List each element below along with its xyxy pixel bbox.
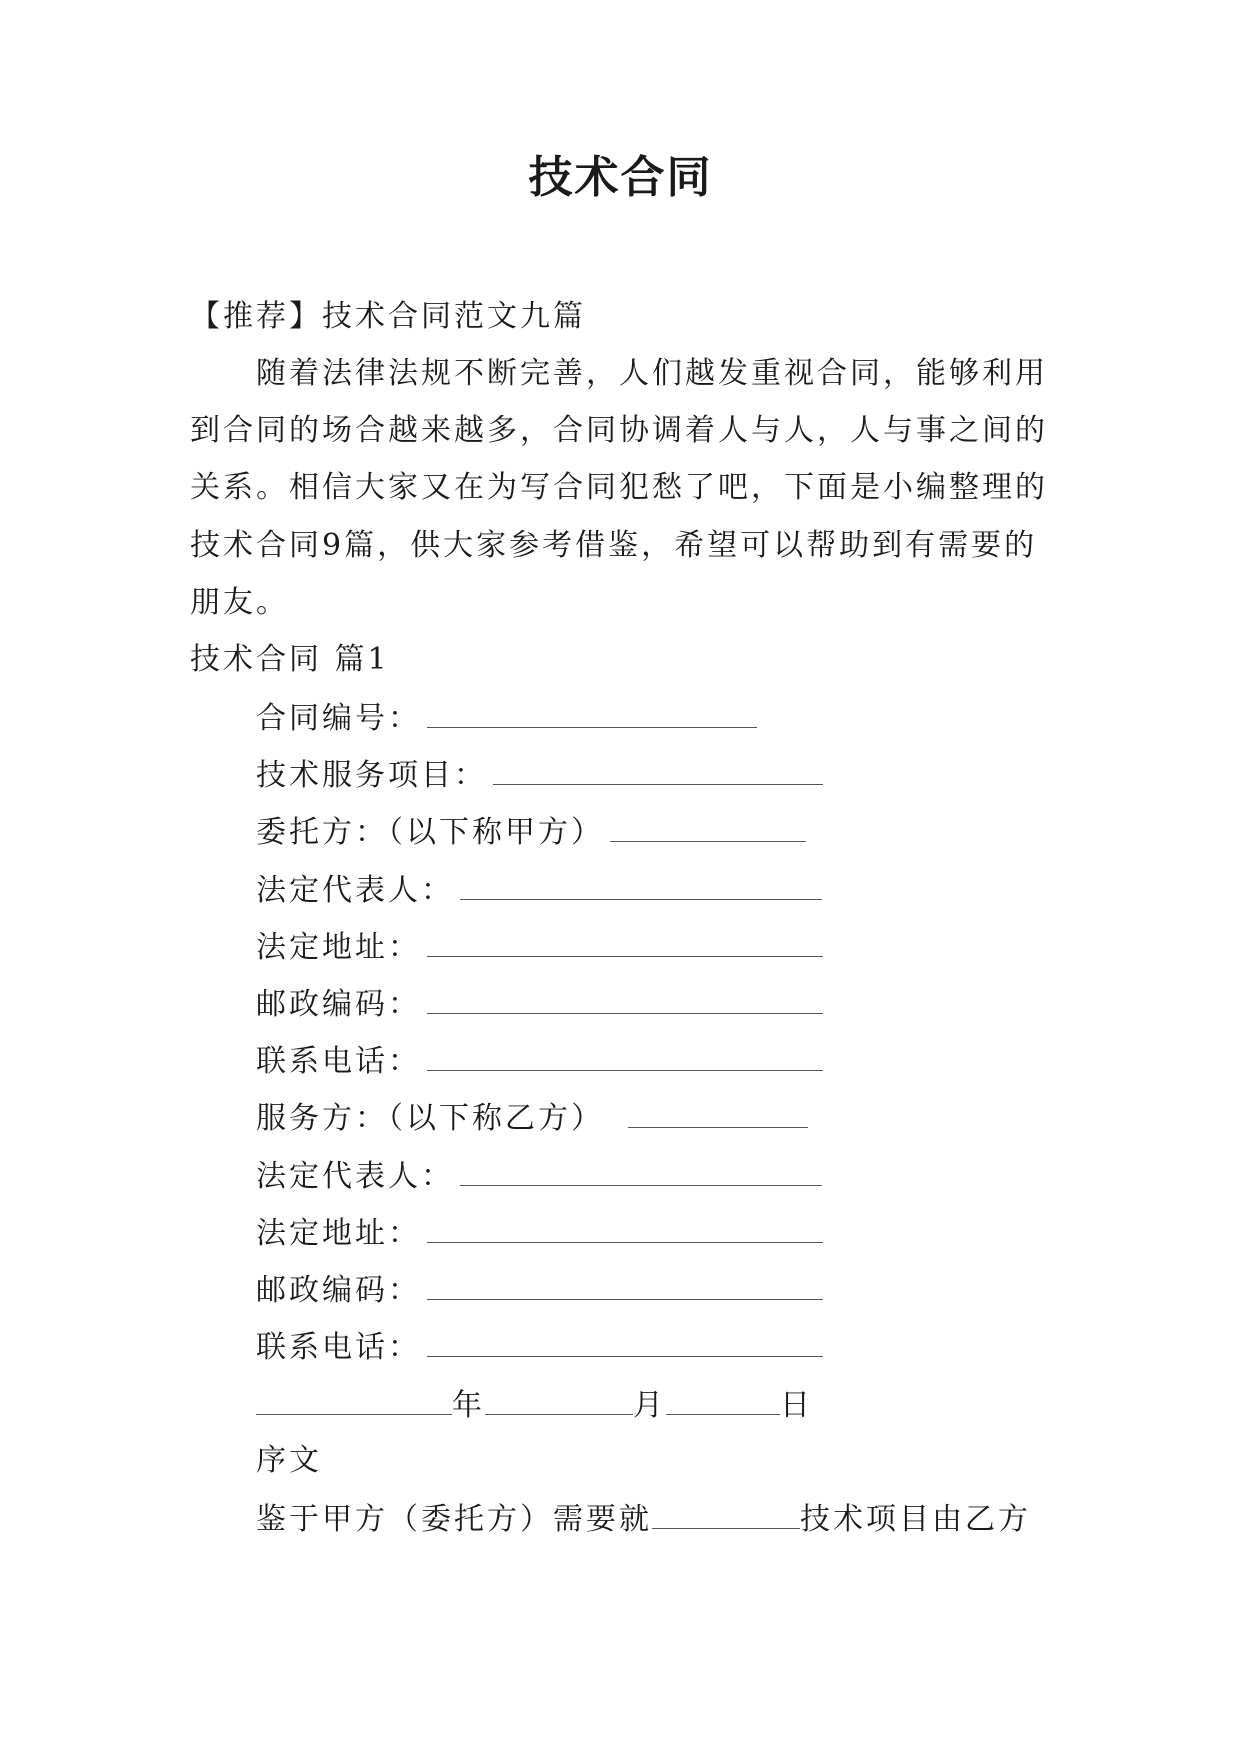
intro-heading: 【推荐】技术合同范文九篇 bbox=[190, 299, 586, 334]
fill-blank bbox=[427, 1212, 823, 1243]
year-blank bbox=[256, 1384, 452, 1415]
intro-line-4: 技术合同9篇，供大家参考借鉴，希望可以帮助到有需要的 bbox=[190, 528, 1038, 563]
day-label: 日 bbox=[780, 1388, 813, 1423]
document-title: 技术合同 bbox=[528, 152, 713, 203]
field-row bbox=[256, 697, 757, 739]
field-label: 法定代表人： bbox=[256, 1159, 454, 1194]
field-row bbox=[256, 1040, 823, 1082]
month-blank bbox=[485, 1384, 633, 1415]
fill-blank bbox=[493, 754, 823, 785]
field-label: 法定地址： bbox=[256, 930, 421, 965]
field-label: 邮政编码： bbox=[256, 1273, 421, 1308]
project-blank bbox=[652, 1498, 800, 1529]
preface-text-before: 鉴于甲方（委托方）需要就 bbox=[256, 1502, 652, 1537]
fill-blank bbox=[427, 926, 823, 957]
field-label: 联系电话： bbox=[256, 1044, 421, 1079]
intro-line-5: 朋友。 bbox=[190, 585, 289, 620]
preface-title: 序文 bbox=[256, 1443, 322, 1478]
intro-line-3: 关系。相信大家又在为写合同犯愁了吧，下面是小编整理的 bbox=[190, 470, 1048, 505]
field-label: 联系电话： bbox=[256, 1330, 421, 1365]
month-label: 月 bbox=[633, 1388, 666, 1423]
fill-blank bbox=[460, 869, 822, 900]
fill-blank bbox=[427, 1269, 823, 1300]
field-row bbox=[256, 754, 823, 796]
field-row bbox=[256, 1155, 822, 1197]
date-row bbox=[256, 1384, 813, 1426]
field-label: 合同编号： bbox=[256, 701, 421, 736]
intro-line-1: 随着法律法规不断完善，人们越发重视合同，能够利用 bbox=[256, 356, 1048, 391]
fill-blank bbox=[427, 983, 823, 1014]
field-row bbox=[256, 983, 823, 1025]
field-row bbox=[256, 1326, 823, 1368]
fill-blank bbox=[610, 811, 806, 842]
field-row bbox=[256, 869, 822, 911]
fill-blank bbox=[427, 1326, 823, 1357]
field-row bbox=[256, 1097, 808, 1139]
field-label: 邮政编码： bbox=[256, 987, 421, 1022]
preface-text-after: 技术项目由乙方 bbox=[800, 1502, 1031, 1537]
fill-blank bbox=[628, 1097, 808, 1128]
field-label: 委托方：（以下称甲方） bbox=[256, 815, 604, 850]
field-label: 技术服务项目： bbox=[256, 758, 487, 793]
field-row bbox=[256, 1269, 823, 1311]
field-row bbox=[256, 926, 823, 968]
field-row bbox=[256, 811, 806, 853]
year-label: 年 bbox=[452, 1388, 485, 1423]
field-row bbox=[256, 1212, 823, 1254]
field-label: 法定代表人： bbox=[256, 873, 454, 908]
field-label: 服务方：（以下称乙方） bbox=[256, 1101, 604, 1136]
day-blank bbox=[666, 1384, 780, 1415]
preface-line bbox=[256, 1498, 1031, 1540]
fill-blank bbox=[427, 1040, 823, 1071]
field-label: 法定地址： bbox=[256, 1216, 421, 1251]
section-title: 技术合同 篇1 bbox=[190, 642, 390, 677]
fill-blank bbox=[427, 697, 757, 728]
intro-line-2: 到合同的场合越来越多，合同协调着人与人，人与事之间的 bbox=[190, 413, 1048, 448]
fill-blank bbox=[460, 1155, 822, 1186]
